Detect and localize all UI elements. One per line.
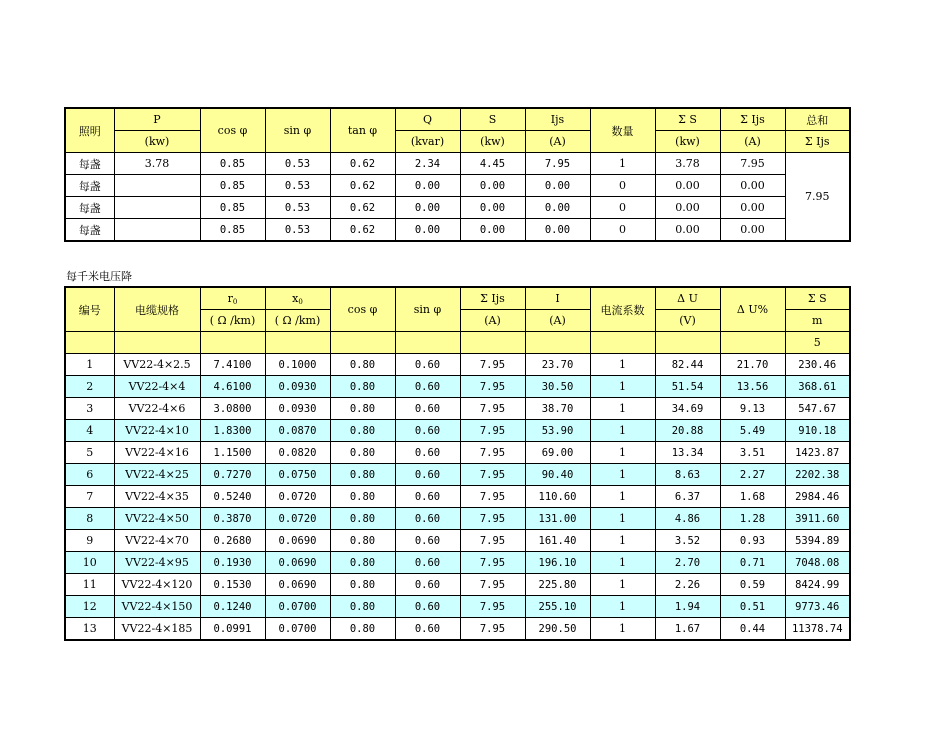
cell-S: 2202.38 [785, 464, 850, 486]
header-dUpct: Δ U% [720, 287, 785, 332]
header-sumS-unit: m [785, 310, 850, 332]
cell-r: 4.6100 [200, 376, 265, 398]
cell-dUpct: 0.44 [720, 618, 785, 641]
cell-sin: 0.60 [395, 398, 460, 420]
cell-sin: 0.60 [395, 574, 460, 596]
cell-sin: 0.53 [265, 219, 330, 242]
cell-ijs: 7.95 [460, 508, 525, 530]
table-row [65, 486, 850, 508]
cell-x: 0.0720 [265, 486, 330, 508]
header-coef: 电流系数 [590, 287, 655, 332]
cell-x: 0.0700 [265, 618, 330, 641]
cell-sin: 0.60 [395, 618, 460, 641]
cell-no: 1 [65, 354, 114, 376]
cell-dUpct: 0.51 [720, 596, 785, 618]
cell-r: 0.1240 [200, 596, 265, 618]
cell-I: 161.40 [525, 530, 590, 552]
cell-cos: 0.85 [200, 219, 265, 242]
table-row [65, 442, 850, 464]
cell-S: 368.61 [785, 376, 850, 398]
cell-x: 0.0690 [265, 574, 330, 596]
table-row [65, 552, 850, 574]
cell-I: 131.00 [525, 508, 590, 530]
cell-no: 2 [65, 376, 114, 398]
cell-qty: 0 [590, 197, 655, 219]
cell-r: 0.5240 [200, 486, 265, 508]
cell-no: 6 [65, 464, 114, 486]
table-row [65, 219, 850, 242]
cell-dUpct: 0.93 [720, 530, 785, 552]
table-row [65, 354, 850, 376]
cell-sin: 0.60 [395, 354, 460, 376]
cell-no: 9 [65, 530, 114, 552]
cell-spec: VV22-4×185 [114, 618, 200, 641]
cell-coef: 1 [590, 464, 655, 486]
cell-total-value: 7.95 [785, 153, 850, 242]
table-row [65, 376, 850, 398]
cell-dUpct: 1.28 [720, 508, 785, 530]
cell-r: 0.7270 [200, 464, 265, 486]
cell-cos: 0.80 [330, 354, 395, 376]
header-r: $r_0$ [200, 287, 265, 310]
header-sumS: Σ S [785, 287, 850, 310]
header-lighting: 照明 [65, 108, 114, 153]
header-sumS-unit: (kw) [655, 131, 720, 153]
cell-P: 3.78 [114, 153, 200, 175]
header-x: $x_0$ [265, 287, 330, 310]
cell-sin: 0.60 [395, 596, 460, 618]
cell-S: 0.00 [460, 175, 525, 197]
header-total-unit: Σ Ijs [785, 131, 850, 153]
cell-dU: 2.26 [655, 574, 720, 596]
cell-sin: 0.60 [395, 486, 460, 508]
cell-ijs: 7.95 [460, 442, 525, 464]
cell-I: 69.00 [525, 442, 590, 464]
cell-name: 每盏 [65, 175, 114, 197]
cell-coef: 1 [590, 486, 655, 508]
table-row [65, 574, 850, 596]
header-sumIjs-unit: (A) [720, 131, 785, 153]
cell-dU: 2.70 [655, 552, 720, 574]
cell-spec: VV22-4×2.5 [114, 354, 200, 376]
cell-cos: 0.80 [330, 552, 395, 574]
cell-x: 0.0700 [265, 596, 330, 618]
header-spec: 电缆规格 [114, 287, 200, 332]
table-row [65, 398, 850, 420]
cell-no: 3 [65, 398, 114, 420]
cell-I: 38.70 [525, 398, 590, 420]
cell-cos: 0.80 [330, 420, 395, 442]
header-sumIjs: Σ Ijs [720, 108, 785, 131]
cell-x: 0.0930 [265, 376, 330, 398]
cell-ijs: 7.95 [460, 618, 525, 641]
cell-cos: 0.80 [330, 398, 395, 420]
cell-ijs: 7.95 [460, 552, 525, 574]
cell-tan: 0.62 [330, 175, 395, 197]
table-row [65, 508, 850, 530]
cell-coef: 1 [590, 376, 655, 398]
cell-r: 0.3870 [200, 508, 265, 530]
cell-S: 1423.87 [785, 442, 850, 464]
cell-sin: 0.60 [395, 442, 460, 464]
header-dU: Δ U [655, 287, 720, 310]
cell-sumS: 0.00 [655, 219, 720, 242]
cell-dU: 6.37 [655, 486, 720, 508]
cell-Q: 0.00 [395, 175, 460, 197]
cell-Q: 0.00 [395, 219, 460, 242]
header-P: P [114, 108, 200, 131]
header-P-unit: (kw) [114, 131, 200, 153]
cell-S: 4.45 [460, 153, 525, 175]
cell-S: 547.67 [785, 398, 850, 420]
cell-cos: 0.85 [200, 153, 265, 175]
cell-S: 230.46 [785, 354, 850, 376]
header-tan: tan φ [330, 108, 395, 153]
cell-cos: 0.80 [330, 574, 395, 596]
table-row [65, 596, 850, 618]
cell-name: 每盏 [65, 197, 114, 219]
lighting-load-table [64, 107, 851, 242]
cell-name: 每盏 [65, 153, 114, 175]
cell-S: 8424.99 [785, 574, 850, 596]
cell-Ijs: 0.00 [525, 219, 590, 242]
cell-spec: VV22-4×95 [114, 552, 200, 574]
cell-coef: 1 [590, 508, 655, 530]
cell-dU: 51.54 [655, 376, 720, 398]
cell-qty: 1 [590, 153, 655, 175]
header-sin: sin φ [265, 108, 330, 153]
header-sin: sin φ [395, 287, 460, 332]
cell-spec: VV22-4×35 [114, 486, 200, 508]
cell-sumS: 0.00 [655, 175, 720, 197]
cell-spec: VV22-4×16 [114, 442, 200, 464]
cell-dUpct: 1.68 [720, 486, 785, 508]
cell-sin: 0.60 [395, 420, 460, 442]
header-no: 编号 [65, 287, 114, 332]
cell-dU: 3.52 [655, 530, 720, 552]
cell-tan: 0.62 [330, 197, 395, 219]
voltage-drop-table [64, 286, 851, 641]
cell-sin: 0.60 [395, 552, 460, 574]
header-x-unit: ( Ω /km) [265, 310, 330, 332]
cell-S: 7048.08 [785, 552, 850, 574]
cell-x: 0.0720 [265, 508, 330, 530]
cell-ijs: 7.95 [460, 530, 525, 552]
cell-spec: VV22-4×120 [114, 574, 200, 596]
table-row [65, 175, 850, 197]
header-sumS-val: 5 [785, 332, 850, 354]
cell-S: 910.18 [785, 420, 850, 442]
cell-Q: 2.34 [395, 153, 460, 175]
cell-dU: 1.67 [655, 618, 720, 641]
cell-S: 9773.46 [785, 596, 850, 618]
cell-I: 225.80 [525, 574, 590, 596]
cell-I: 23.70 [525, 354, 590, 376]
cell-dUpct: 5.49 [720, 420, 785, 442]
cell-coef: 1 [590, 354, 655, 376]
cell-sin: 0.60 [395, 508, 460, 530]
cell-r: 0.1530 [200, 574, 265, 596]
cell-dUpct: 3.51 [720, 442, 785, 464]
cell-coef: 1 [590, 552, 655, 574]
table-row [65, 618, 850, 641]
cell-no: 5 [65, 442, 114, 464]
cell-cos: 0.80 [330, 530, 395, 552]
voltage-drop-title: 每千米电压降 [66, 270, 132, 283]
cell-P [114, 175, 200, 197]
cell-spec: VV22-4×70 [114, 530, 200, 552]
cell-ijs: 7.95 [460, 486, 525, 508]
header-sumIjs-unit: (A) [460, 310, 525, 332]
cell-x: 0.0690 [265, 530, 330, 552]
cell-ijs: 7.95 [460, 376, 525, 398]
cell-coef: 1 [590, 420, 655, 442]
cell-dU: 82.44 [655, 354, 720, 376]
cell-no: 12 [65, 596, 114, 618]
cell-r: 0.2680 [200, 530, 265, 552]
cell-spec: VV22-4×25 [114, 464, 200, 486]
header-sumIjs: Σ Ijs [460, 287, 525, 310]
cell-S: 11378.74 [785, 618, 850, 641]
header-Q: Q [395, 108, 460, 131]
cell-sin: 0.60 [395, 376, 460, 398]
cell-sumIjs: 0.00 [720, 175, 785, 197]
cell-dUpct: 21.70 [720, 354, 785, 376]
cell-sin: 0.53 [265, 197, 330, 219]
cell-coef: 1 [590, 398, 655, 420]
cell-no: 13 [65, 618, 114, 641]
cell-x: 0.0750 [265, 464, 330, 486]
table-row [65, 530, 850, 552]
cell-cos: 0.85 [200, 175, 265, 197]
cell-ijs: 7.95 [460, 596, 525, 618]
cell-spec: VV22-4×10 [114, 420, 200, 442]
cell-x: 0.1000 [265, 354, 330, 376]
cell-dU: 8.63 [655, 464, 720, 486]
cell-cos: 0.80 [330, 464, 395, 486]
header-total: 总和 [785, 108, 850, 131]
cell-no: 7 [65, 486, 114, 508]
cell-ijs: 7.95 [460, 574, 525, 596]
cell-r: 3.0800 [200, 398, 265, 420]
table-row [65, 420, 850, 442]
cell-sin: 0.53 [265, 175, 330, 197]
header-qty: 数量 [590, 108, 655, 153]
cell-dUpct: 0.71 [720, 552, 785, 574]
cell-cos: 0.80 [330, 376, 395, 398]
cell-sin: 0.53 [265, 153, 330, 175]
cell-coef: 1 [590, 596, 655, 618]
cell-I: 30.50 [525, 376, 590, 398]
cell-I: 196.10 [525, 552, 590, 574]
cell-S: 5394.89 [785, 530, 850, 552]
header-I-unit: (A) [525, 310, 590, 332]
cell-ijs: 7.95 [460, 464, 525, 486]
cell-r: 0.0991 [200, 618, 265, 641]
cell-sumIjs: 0.00 [720, 219, 785, 242]
cell-r: 1.1500 [200, 442, 265, 464]
cell-dUpct: 2.27 [720, 464, 785, 486]
cell-Ijs: 7.95 [525, 153, 590, 175]
cell-I: 110.60 [525, 486, 590, 508]
header-sumS: Σ S [655, 108, 720, 131]
cell-spec: VV22-4×6 [114, 398, 200, 420]
header-I: I [525, 287, 590, 310]
cell-S: 0.00 [460, 197, 525, 219]
header-Q-unit: (kvar) [395, 131, 460, 153]
header-dU-unit: (V) [655, 310, 720, 332]
cell-r: 1.8300 [200, 420, 265, 442]
table-row [65, 197, 850, 219]
cell-dUpct: 9.13 [720, 398, 785, 420]
cell-I: 290.50 [525, 618, 590, 641]
header-S-unit: (kw) [460, 131, 525, 153]
header-Ijs: Ijs [525, 108, 590, 131]
cell-sumS: 3.78 [655, 153, 720, 175]
cell-ijs: 7.95 [460, 398, 525, 420]
cell-Ijs: 0.00 [525, 197, 590, 219]
cell-cos: 0.80 [330, 596, 395, 618]
cell-dUpct: 13.56 [720, 376, 785, 398]
cell-spec: VV22-4×50 [114, 508, 200, 530]
cell-tan: 0.62 [330, 153, 395, 175]
cell-Q: 0.00 [395, 197, 460, 219]
cell-dU: 1.94 [655, 596, 720, 618]
cell-I: 255.10 [525, 596, 590, 618]
cell-sumIjs: 7.95 [720, 153, 785, 175]
cell-ijs: 7.95 [460, 420, 525, 442]
header-S: S [460, 108, 525, 131]
cell-sin: 0.60 [395, 530, 460, 552]
cell-I: 90.40 [525, 464, 590, 486]
header-cos: cos φ [200, 108, 265, 153]
cell-no: 4 [65, 420, 114, 442]
cell-sin: 0.60 [395, 464, 460, 486]
cell-cos: 0.80 [330, 442, 395, 464]
cell-r: 7.4100 [200, 354, 265, 376]
cell-dU: 34.69 [655, 398, 720, 420]
cell-x: 0.0930 [265, 398, 330, 420]
cell-x: 0.0870 [265, 420, 330, 442]
cell-cos: 0.80 [330, 508, 395, 530]
cell-no: 11 [65, 574, 114, 596]
cell-name: 每盏 [65, 219, 114, 242]
header-r-unit: ( Ω /km) [200, 310, 265, 332]
cell-coef: 1 [590, 618, 655, 641]
table-row [65, 153, 850, 175]
cell-x: 0.0820 [265, 442, 330, 464]
cell-P [114, 219, 200, 242]
cell-ijs: 7.95 [460, 354, 525, 376]
cell-cos: 0.85 [200, 197, 265, 219]
cell-S: 0.00 [460, 219, 525, 242]
cell-tan: 0.62 [330, 219, 395, 242]
header-Ijs-unit: (A) [525, 131, 590, 153]
cell-cos: 0.80 [330, 486, 395, 508]
cell-dU: 20.88 [655, 420, 720, 442]
cell-cos: 0.80 [330, 618, 395, 641]
cell-Ijs: 0.00 [525, 175, 590, 197]
cell-x: 0.0690 [265, 552, 330, 574]
cell-S: 2984.46 [785, 486, 850, 508]
cell-qty: 0 [590, 219, 655, 242]
cell-I: 53.90 [525, 420, 590, 442]
cell-P [114, 197, 200, 219]
cell-S: 3911.60 [785, 508, 850, 530]
cell-r: 0.1930 [200, 552, 265, 574]
header-cos: cos φ [330, 287, 395, 332]
cell-coef: 1 [590, 530, 655, 552]
cell-coef: 1 [590, 442, 655, 464]
cell-sumS: 0.00 [655, 197, 720, 219]
cell-spec: VV22-4×150 [114, 596, 200, 618]
cell-coef: 1 [590, 574, 655, 596]
cell-dU: 13.34 [655, 442, 720, 464]
cell-spec: VV22-4×4 [114, 376, 200, 398]
cell-dUpct: 0.59 [720, 574, 785, 596]
cell-sumIjs: 0.00 [720, 197, 785, 219]
cell-no: 10 [65, 552, 114, 574]
cell-dU: 4.86 [655, 508, 720, 530]
cell-no: 8 [65, 508, 114, 530]
table-row [65, 464, 850, 486]
cell-qty: 0 [590, 175, 655, 197]
